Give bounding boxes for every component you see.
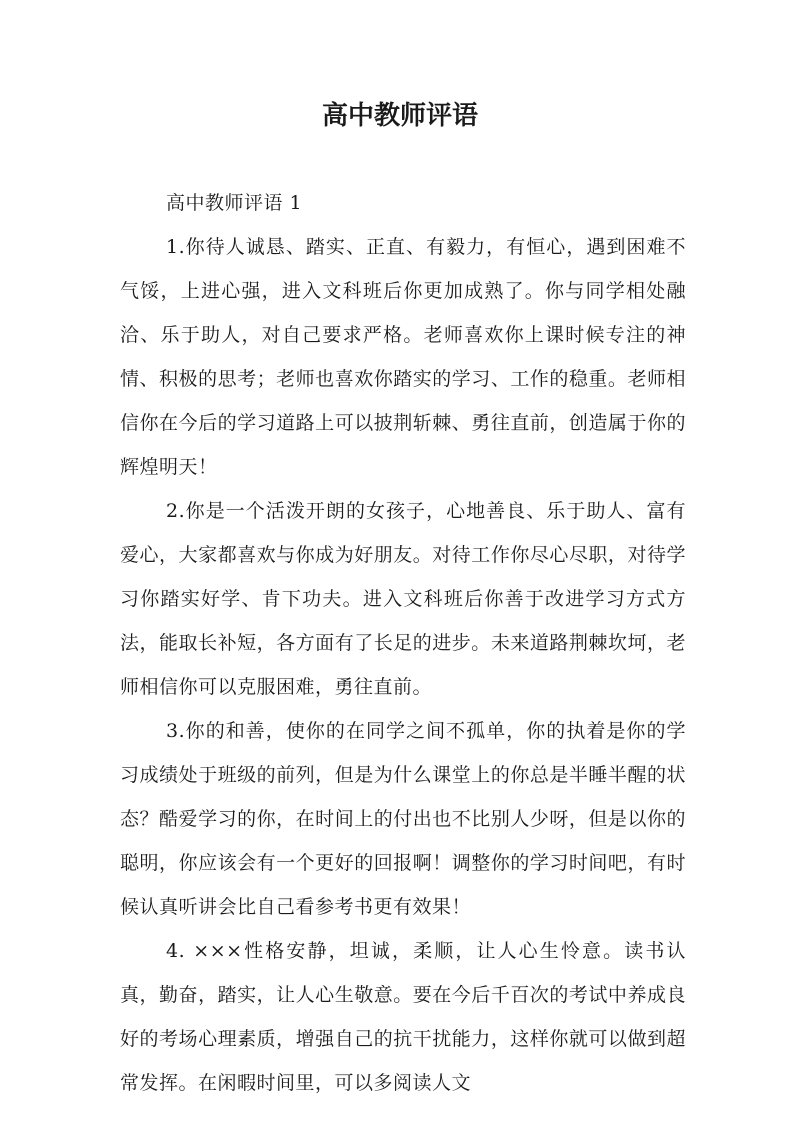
- comment-paragraph-2: 2.你是一个活泼开朗的女孩子，心地善良、乐于助人、富有爱心，大家都喜欢与你成为好朋友。对待工作你尽心尽职，对待学习你踏实好学、肯下功夫。进入文科班后你善于改进学习方式方法，能取长补短，各方面有了长足的进步。未来道路荆棘坎坷，老师相信你可以克服困难，勇往直前。: [120, 500, 686, 698]
- document-title: 高中教师评语: [321, 101, 478, 131]
- section-heading: 高中教师评语 1: [166, 192, 303, 214]
- document-body: [120, 181, 686, 1105]
- comment-paragraph-3: 3.你的和善，使你的在同学之间不孤单，你的执着是你的学习成绩处于班级的前列，但是为什么课堂上的你总是半睡半醒的状态？酷爱学习的你，在时间上的付出也不比别人少呀，但是以你的聪明，你应该会有一个更好的回报啊！调整你的学习时间吧，有时候认真听讲会比自己看参考书更有效果！: [120, 720, 686, 918]
- comment-paragraph-4: 4. ×××性格安静，坦诚，柔顺，让人心生怜意。读书认真，勤奋，踏实，让人心生敬意。要在今后千百次的考试中养成良好的考场心理素质，增强自己的抗干扰能力，这样你就可以做到超常发挥。在闲暇时间里，可以多阅读人文: [120, 940, 686, 1094]
- comment-paragraph-1: 1.你待人诚恳、踏实、正直、有毅力，有恒心，遇到困难不气馁，上进心强，进入文科班后你更加成熟了。你与同学相处融洽、乐于助人，对自己要求严格。老师喜欢你上课时候专注的神情、积极的思考；老师也喜欢你踏实的学习、工作的稳重。老师相信你在今后的学习道路上可以披荆斩棘、勇往直前，创造属于你的辉煌明天！: [120, 236, 686, 478]
